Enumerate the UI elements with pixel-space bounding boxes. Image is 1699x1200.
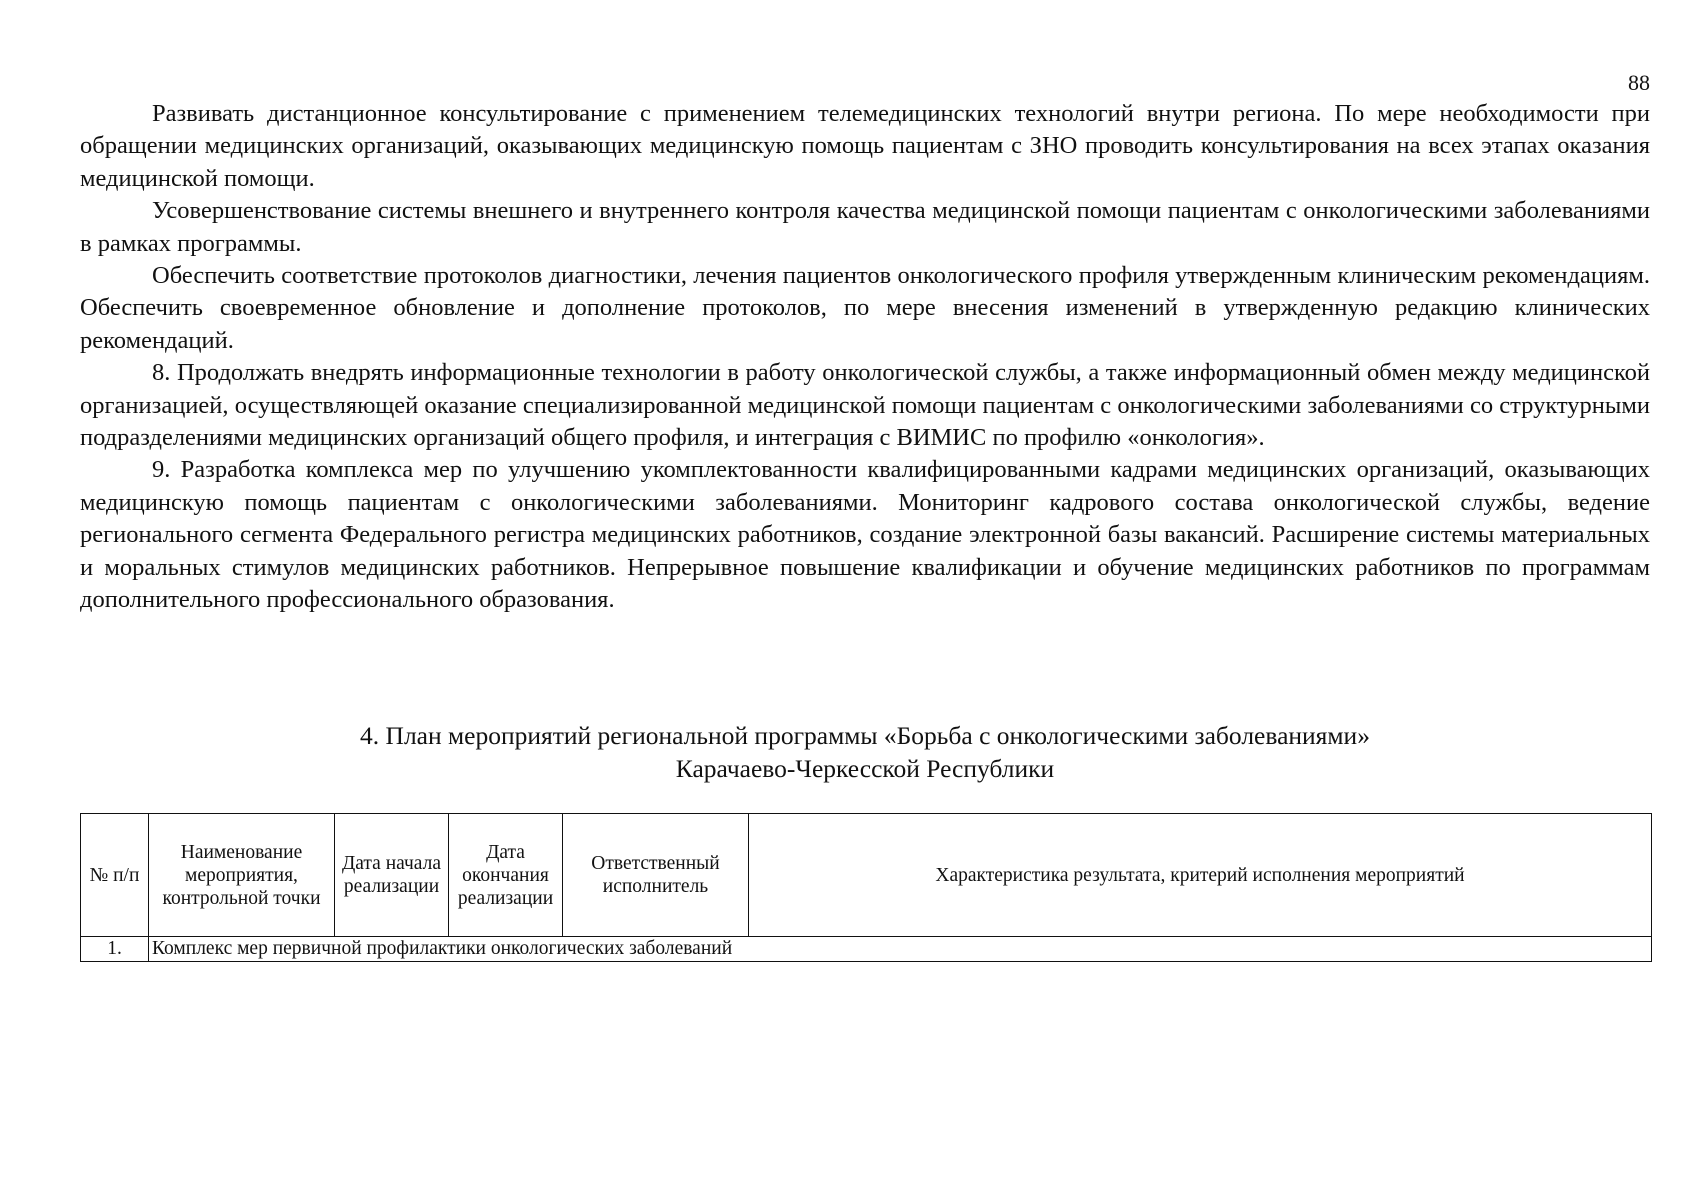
paragraph-telemedicine: Развивать дистанционное консультирование с применением телемедицинских технологий внутри региона. По мере необходимости при обращении медицинских организаций, оказывающих медицинскую помощь пациентам с ЗНО проводить консультирования на всех этапах оказания медицинской помощи. [80,100,1650,192]
header-activity-name: Наименование мероприятия, контрольной точки [149,814,335,937]
row-title: Комплекс мер первичной профилактики онкологических заболеваний [149,937,1652,962]
section-title [80,719,1650,785]
body-text [80,98,1650,617]
row-number: 1. [81,937,149,962]
paragraph-protocols: Обеспечить соответствие протоколов диагностики, лечения пациентов онкологического профиля утвержденным клиническим рекомендациям. Обеспечить своевременное обновление и дополнение протоколов, по мере внесения изменений в утвержденную редакцию клинических рекомендаций. [80,262,1650,354]
header-number: № п/п [81,814,149,937]
paragraph-quality-control: Усовершенствование системы внешнего и внутреннего контроля качества медицинской помощи пациентам с онкологическими заболеваниями в рамках программы. [80,197,1650,257]
header-result-criteria: Характеристика результата, критерий исполнения мероприятий [749,814,1652,937]
paragraph-item-9: 9. Разработка комплекса мер по улучшению укомплектованности квалифицированными кадрами медицинских организаций, оказывающих медицинскую помощь пациентам с онкологическими заболеваниями. Мониторинг кадрового состава онкологической службы, ведение регионального сегмента Федерального регистра медицинских работников, создание электронной базы вакансий. Расширение системы материальных и моральных стимулов медицинских работников. Непрерывное повышение квалификации и обучение медицинских работников по программам дополнительного профессионального образования. [80,456,1650,614]
header-responsible: Ответственный исполнитель [563,814,749,937]
header-end-date: Дата окончания реализации [449,814,563,937]
paragraph-item-8: 8. Продолжать внедрять информационные технологии в работу онкологической службы, а также информационный обмен между медицинской организацией, осуществляющей оказание специализированной медицинской помощи пациентам с онкологическими заболеваниями со структурными подразделениями медицинских организаций общего профиля, и интеграция с ВИМИС по профилю «онкология». [80,359,1650,452]
table-header-row [81,814,1652,937]
header-start-date: Дата начала реализации [335,814,449,937]
page-number: 88 [1628,70,1650,95]
section-title-line-1: 4. План мероприятий региональной программы «Борьба с онкологическими заболеваниями» [360,721,1370,750]
table-row [81,937,1652,962]
section-title-line-2: Карачаево-Черкесской Республики [675,754,1055,783]
plan-table [80,813,1652,962]
